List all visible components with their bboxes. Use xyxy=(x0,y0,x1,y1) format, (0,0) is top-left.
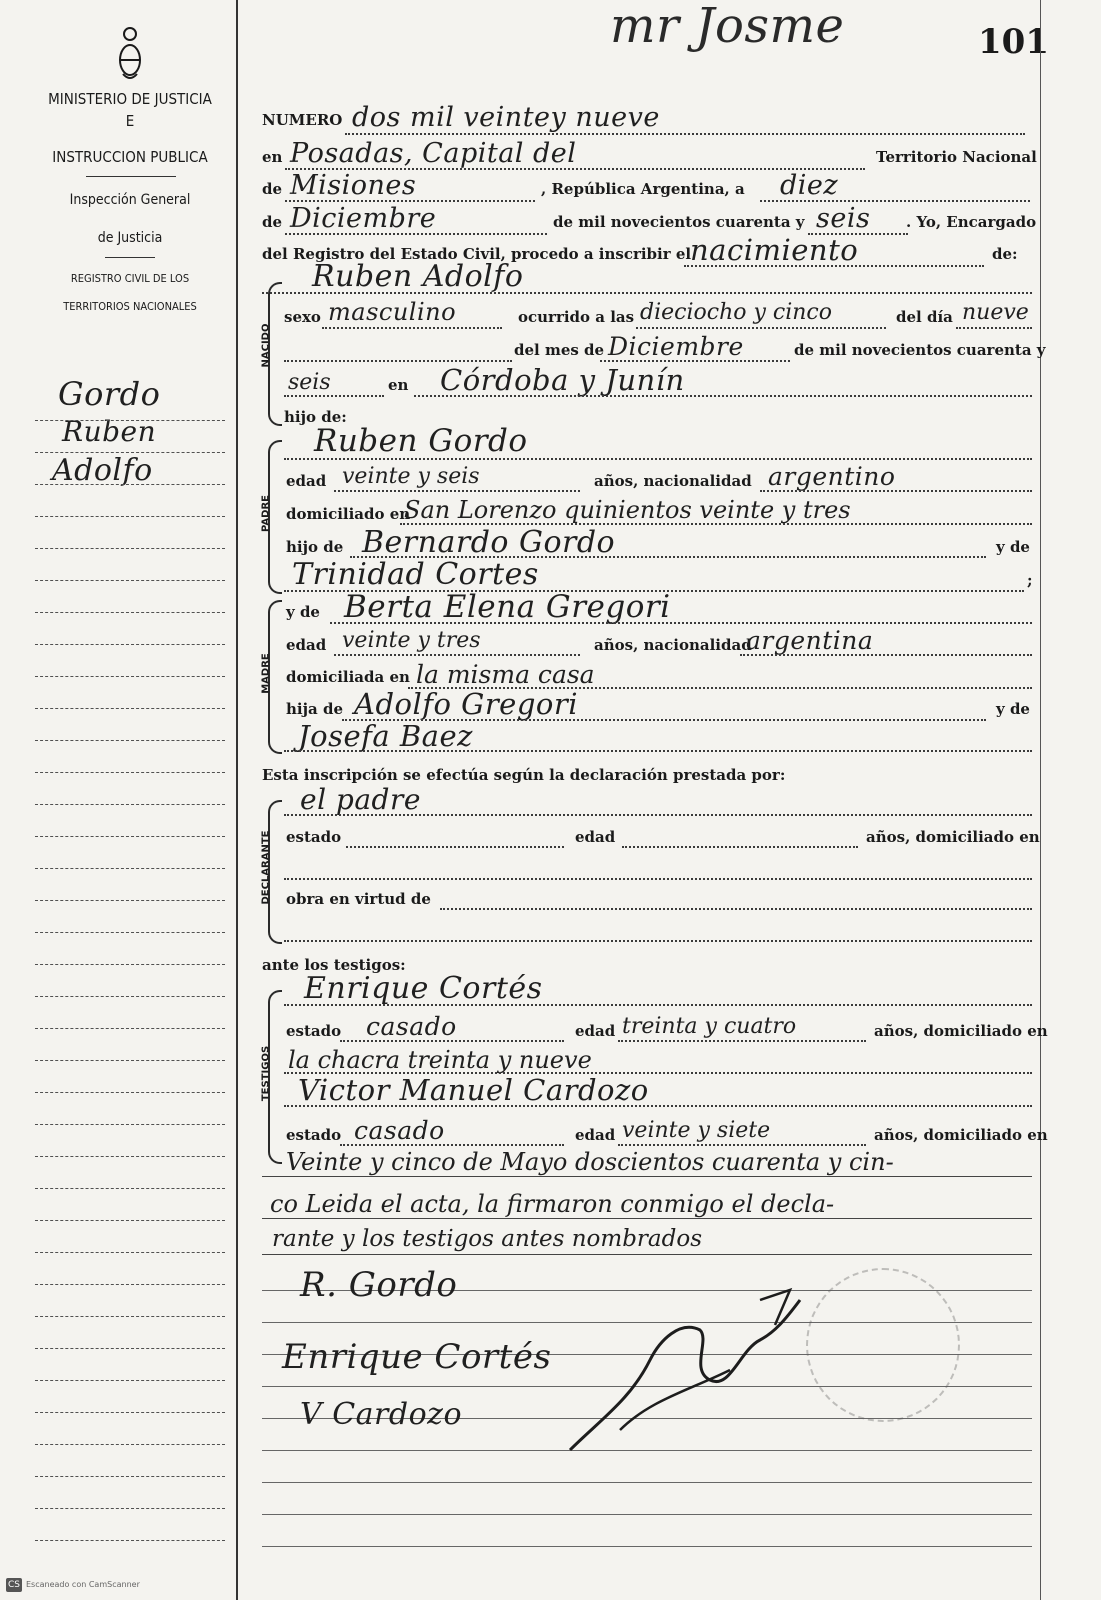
margin-rule xyxy=(35,964,225,965)
label-t1-estado: estado xyxy=(286,1022,342,1040)
margin-rule xyxy=(35,804,225,805)
line-decl-edad xyxy=(622,846,858,848)
label-semicolon: ; xyxy=(1027,571,1033,589)
hw-nombre: Ruben Adolfo xyxy=(312,259,524,294)
label-t2-anos-dom: años, domiciliado en xyxy=(874,1126,1048,1144)
hw-testigo2-nombre: Victor Manuel Cardozo xyxy=(298,1073,649,1107)
line-padre-nombre xyxy=(284,458,1032,460)
margin-rule xyxy=(35,1540,225,1541)
margin-rule xyxy=(35,1060,225,1061)
line-acto xyxy=(684,265,984,267)
line-mes xyxy=(285,233,547,235)
hw-t2-edad: veinte y siete xyxy=(622,1118,771,1143)
ministry-seal xyxy=(117,24,143,82)
label-decl-anos-dom: años, domiciliado en xyxy=(866,828,1040,846)
label-en: en xyxy=(262,148,283,166)
label-madre-y-de2: y de xyxy=(996,700,1030,718)
label-en-lugar: en xyxy=(388,376,409,394)
hw-padre-nombre: Ruben Gordo xyxy=(314,423,528,459)
label-yo-encargado: . Yo, Encargado xyxy=(906,213,1037,231)
label-republica: , República Argentina, a xyxy=(541,180,745,198)
hw-padre-abuela: Trinidad Cortes xyxy=(292,557,539,592)
label-t2-edad: edad xyxy=(575,1126,616,1144)
margin-rule xyxy=(35,548,225,549)
label-madre-edad: edad xyxy=(286,636,327,654)
margin-rule xyxy=(35,1316,225,1317)
hw-en: Posadas, Capital del xyxy=(290,138,577,169)
line-t2-edad xyxy=(618,1144,866,1146)
margin-rule xyxy=(35,900,225,901)
margin-rule xyxy=(35,484,225,485)
line-declarante xyxy=(284,814,1032,816)
margin-rule xyxy=(35,1028,225,1029)
label-t1-edad: edad xyxy=(575,1022,616,1040)
label-del-mes: del mes de xyxy=(514,341,605,359)
label-t1-anos-dom: años, domiciliado en xyxy=(874,1022,1048,1040)
label-madre-dom: domiciliada en xyxy=(286,668,410,686)
label-sexo: sexo xyxy=(284,308,321,326)
hw-t2-dom: Veinte y cinco de Mayo doscientos cuarenta y cin- xyxy=(286,1148,894,1176)
line-testigo2-nombre xyxy=(284,1105,1032,1107)
label-territorio: Territorio Nacional xyxy=(876,148,1037,166)
line-dia xyxy=(760,200,1030,202)
hw-cierre1: co Leida el acta, la firmaron conmigo el decla- xyxy=(270,1190,835,1218)
hw-madre-dom: la misma casa xyxy=(416,660,595,689)
hw-anio: seis xyxy=(816,203,871,234)
ministry-line3: INSTRUCCION PUBLICA xyxy=(52,148,208,166)
label-decl-edad: edad xyxy=(575,828,616,846)
line-cierre2 xyxy=(262,1254,1032,1255)
line-madre-nombre xyxy=(330,622,1032,624)
ministry-line1: MINISTERIO DE JUSTICIA xyxy=(48,90,212,108)
hw-cierre2: rante y los testigos antes nombrados xyxy=(272,1226,703,1252)
signature-3: V Cardozo xyxy=(300,1397,463,1432)
line-t2-dom xyxy=(262,1176,1032,1177)
hw-provincia: Misiones xyxy=(290,170,417,201)
hw-dia: diez xyxy=(780,170,839,201)
margin-rule xyxy=(35,452,225,453)
line-lugar xyxy=(414,395,1032,397)
hw-padre-edad: veinte y seis xyxy=(342,464,480,489)
margin-rule xyxy=(35,740,225,741)
section-testigos: TESTIGOS xyxy=(260,1045,272,1102)
signature-1: R. Gordo xyxy=(300,1265,458,1305)
label-padre-edad: edad xyxy=(286,472,327,490)
official-stamp xyxy=(806,1268,960,1422)
label-padre-hijo-de: hijo de xyxy=(286,538,344,556)
margin-rule xyxy=(35,1124,225,1125)
margin-rule xyxy=(35,772,225,773)
label-hijo-de-colon: hijo de: xyxy=(284,408,347,426)
line-padre-edad xyxy=(334,490,580,492)
margin-rule xyxy=(35,1380,225,1381)
line-padre-nac xyxy=(760,490,1032,492)
signature-2: Enrique Cortés xyxy=(282,1337,552,1377)
line-del-mes-pre xyxy=(284,360,512,362)
line-decl-dom xyxy=(284,878,1032,880)
hw-mes-nac: Diciembre xyxy=(608,332,744,361)
line-hora xyxy=(636,327,886,329)
hw-mes: Diciembre xyxy=(290,203,437,234)
margin-rule xyxy=(35,644,225,645)
line-obra-2 xyxy=(284,940,1032,942)
hw-padre-nac: argentino xyxy=(768,462,896,491)
margin-rule xyxy=(35,708,225,709)
label-padre-y-de: y de xyxy=(996,538,1030,556)
margin-rule xyxy=(35,516,225,517)
margin-rule xyxy=(35,868,225,869)
hw-acto: nacimiento xyxy=(690,233,859,267)
label-t2-estado: estado xyxy=(286,1126,342,1144)
margin-secondname: Adolfo xyxy=(52,453,153,488)
hw-t1-edad: treinta y cuatro xyxy=(622,1014,797,1039)
page-number: 101 xyxy=(978,22,1049,62)
margin-rule xyxy=(35,1284,225,1285)
margin-rule xyxy=(35,996,225,997)
right-edge-rule xyxy=(1040,0,1041,1600)
label-de-mil-2: de mil novecientos cuarenta y xyxy=(794,341,1046,359)
line-provincia xyxy=(285,200,535,202)
section-madre: MADRE xyxy=(260,653,272,694)
signature-rule xyxy=(262,1514,1032,1515)
margin-rule xyxy=(35,1508,225,1509)
hw-hora: dieciocho y cinco xyxy=(640,300,832,325)
top-scrawl: mr Josme xyxy=(610,0,845,54)
margin-rule xyxy=(35,1444,225,1445)
label-padre-anos-nac: años, nacionalidad xyxy=(594,472,752,490)
hw-padre-dom: San Lorenzo quinientos veinte y tres xyxy=(404,496,851,524)
hw-t1-dom: la chacra treinta y nueve xyxy=(288,1046,592,1074)
camscanner-text: Escaneado con CamScanner xyxy=(26,1580,140,1589)
label-de-mil: de mil novecientos cuarenta y xyxy=(553,213,805,231)
margin-rule xyxy=(35,1412,225,1413)
hw-del-dia: nueve xyxy=(962,300,1029,325)
section-declarante: DECLARANTE xyxy=(260,830,272,905)
hw-madre-nac: argentina xyxy=(746,626,874,655)
margin-rule xyxy=(35,932,225,933)
label-esta-inscripcion: Esta inscripción se efectúa según la declaración prestada por: xyxy=(262,766,786,784)
line-obra xyxy=(440,908,1032,910)
ministry-divider xyxy=(86,176,176,177)
line-cierre1 xyxy=(262,1218,1032,1219)
inspection-divider xyxy=(105,257,155,258)
line-numero xyxy=(345,133,1025,135)
margin-rule xyxy=(35,1476,225,1477)
line-decl-estado xyxy=(346,846,564,848)
hw-madre-edad: veinte y tres xyxy=(342,628,481,653)
line-t1-edad xyxy=(618,1040,866,1042)
label-de-colon: de: xyxy=(992,245,1018,263)
signature-rule xyxy=(262,1482,1032,1483)
hw-testigo1-nombre: Enrique Cortés xyxy=(304,971,543,1006)
label-obra-en-virtud: obra en virtud de xyxy=(286,890,431,908)
line-del-dia xyxy=(956,327,1032,329)
hw-lugar: Córdoba y Junín xyxy=(440,363,685,397)
inspection-line2: de Justicia xyxy=(97,230,163,246)
section-nacido: NACIDO xyxy=(260,323,272,368)
margin-rule xyxy=(35,1092,225,1093)
registry-line1: REGISTRO CIVIL DE LOS xyxy=(70,272,190,285)
ministry-line2: E xyxy=(125,112,135,130)
line-nombre xyxy=(262,292,1032,294)
hw-padre-abuelo: Bernardo Gordo xyxy=(362,525,616,560)
margin-rule xyxy=(35,612,225,613)
line-testigo1-nombre xyxy=(284,1004,1032,1006)
label-padre-dom: domiciliado en xyxy=(286,505,411,523)
hw-anio-nac: seis xyxy=(288,370,331,395)
margin-rule xyxy=(35,1156,225,1157)
label-madre-anos-nac: años, nacionalidad xyxy=(594,636,752,654)
margin-rule xyxy=(35,676,225,677)
line-madre-nac xyxy=(740,654,1032,656)
hw-declarante: el padre xyxy=(300,783,421,816)
margin-firstname: Ruben xyxy=(62,415,157,448)
hw-t2-estado: casado xyxy=(354,1116,445,1145)
label-madre-hija-de: hija de xyxy=(286,700,344,718)
margin-rule xyxy=(35,836,225,837)
label-del-dia: del día xyxy=(896,308,953,326)
label-del-registro: del Registro del Estado Civil, procedo a inscribir el xyxy=(262,245,692,263)
line-t2-estado xyxy=(340,1144,564,1146)
margin-rule xyxy=(35,420,225,421)
margin-rule xyxy=(35,1188,225,1189)
line-madre-edad xyxy=(334,654,580,656)
hw-sexo: masculino xyxy=(328,298,457,326)
hw-madre-nombre: Berta Elena Gregori xyxy=(344,589,671,625)
margin-surname: Gordo xyxy=(58,375,161,413)
margin-rule xyxy=(35,1220,225,1221)
label-numero: NUMERO xyxy=(262,111,343,129)
signature-registrar-flourish xyxy=(560,1280,820,1460)
hw-numero: dos mil veintey nueve xyxy=(352,102,660,133)
signature-rule xyxy=(262,1546,1032,1547)
section-padre: PADRE xyxy=(260,495,272,532)
line-mes-nac xyxy=(600,360,790,362)
line-t1-estado xyxy=(340,1040,564,1042)
hw-madre-abuelo: Adolfo Gregori xyxy=(354,687,579,721)
margin-rule xyxy=(35,580,225,581)
label-de2: de xyxy=(262,213,283,231)
label-decl-estado: estado xyxy=(286,828,342,846)
registry-line2: TERRITORIOS NACIONALES xyxy=(63,300,197,313)
camscanner-badge: CS xyxy=(8,1580,20,1590)
inspection-line1: Inspección General xyxy=(69,192,191,208)
margin-rule xyxy=(35,1252,225,1253)
hw-madre-abuela: Josefa Baez xyxy=(298,719,473,753)
line-madre-abuela xyxy=(284,750,1032,752)
hw-t1-estado: casado xyxy=(366,1012,457,1041)
line-anio-nac xyxy=(284,395,384,397)
line-sexo xyxy=(322,327,502,329)
label-ocurrido: ocurrido a las xyxy=(518,308,635,326)
label-de: de xyxy=(262,180,283,198)
margin-rule xyxy=(35,1348,225,1349)
label-madre-y-de: y de xyxy=(286,603,320,621)
page-vertical-rule xyxy=(236,0,238,1600)
label-ante-testigos: ante los testigos: xyxy=(262,956,406,974)
